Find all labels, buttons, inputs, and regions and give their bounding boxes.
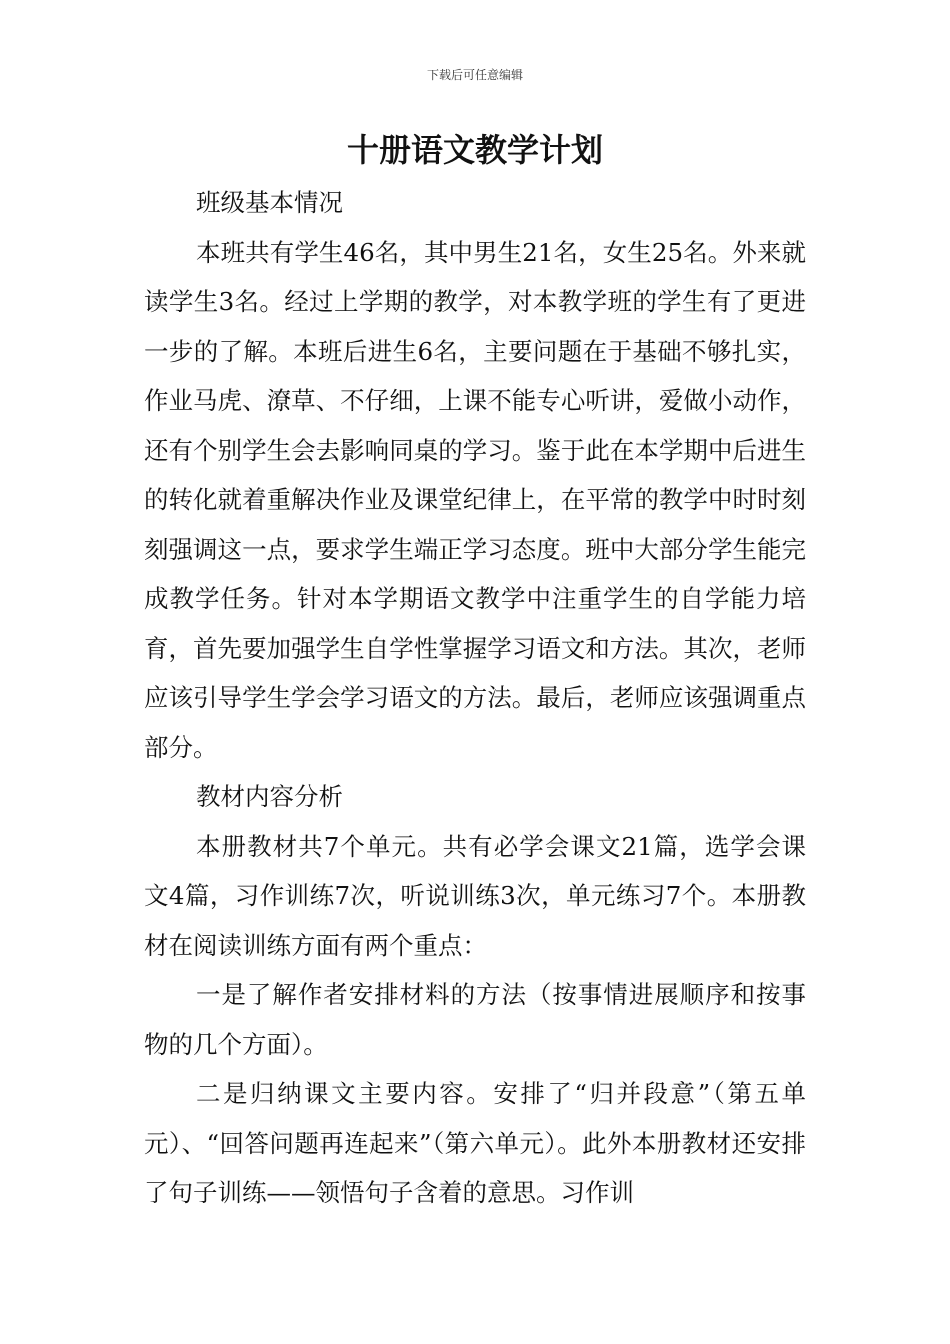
section-heading-class-info: 班级基本情况 <box>196 188 343 217</box>
paragraph-material-point-two: 二是归纳课文主要内容。安排了“归并段意”（第五单元）、“回答问题再连起来”（第六单元）。此外本册教材还安排了句子训练——领悟句子含着的意思。习作训 <box>144 1079 806 1207</box>
page-header-note: 下载后可任意编辑 <box>426 68 523 82</box>
document-body <box>144 178 806 1218</box>
paragraph-material-overview: 本册教材共7个单元。共有必学会课文21篇，选学会课文4篇，习作训练7次，听说训练3次，单元练习7个。本册教材在阅读训练方面有两个重点： <box>144 831 806 960</box>
paragraph-material-point-one: 一是了解作者安排材料的方法（按事情进展顺序和按事物的几个方面）。 <box>144 980 806 1059</box>
paragraph-class-info: 本班共有学生46名，其中男生21名，女生25名。外来就读学生3名。经过上学期的教学，对本教学班的学生有了更进一步的了解。本班后进生6名，主要问题在于基础不够扎实，作业马虎、潦草、不仔细，上课不能专心听讲，爱做小动作，还有个别学生会去影响同桌的学习。鉴于此在本学期中后进生的转化就着重解决作业及课堂纪律上，在平常的教学中时时刻刻强调这一点，要求学生端正学习态度。班中大部分学生能完成教学任务。针对本学期语文教学中注重学生的自学能力培育，首先要加强学生自学性掌握学习语文和方法。其次，老师应该引导学生学会学习语文的方法。最后，老师应该强调重点部分。 <box>144 237 806 762</box>
document-title: 十册语文教学计划 <box>346 131 603 169</box>
section-heading-material: 教材内容分析 <box>196 782 343 811</box>
